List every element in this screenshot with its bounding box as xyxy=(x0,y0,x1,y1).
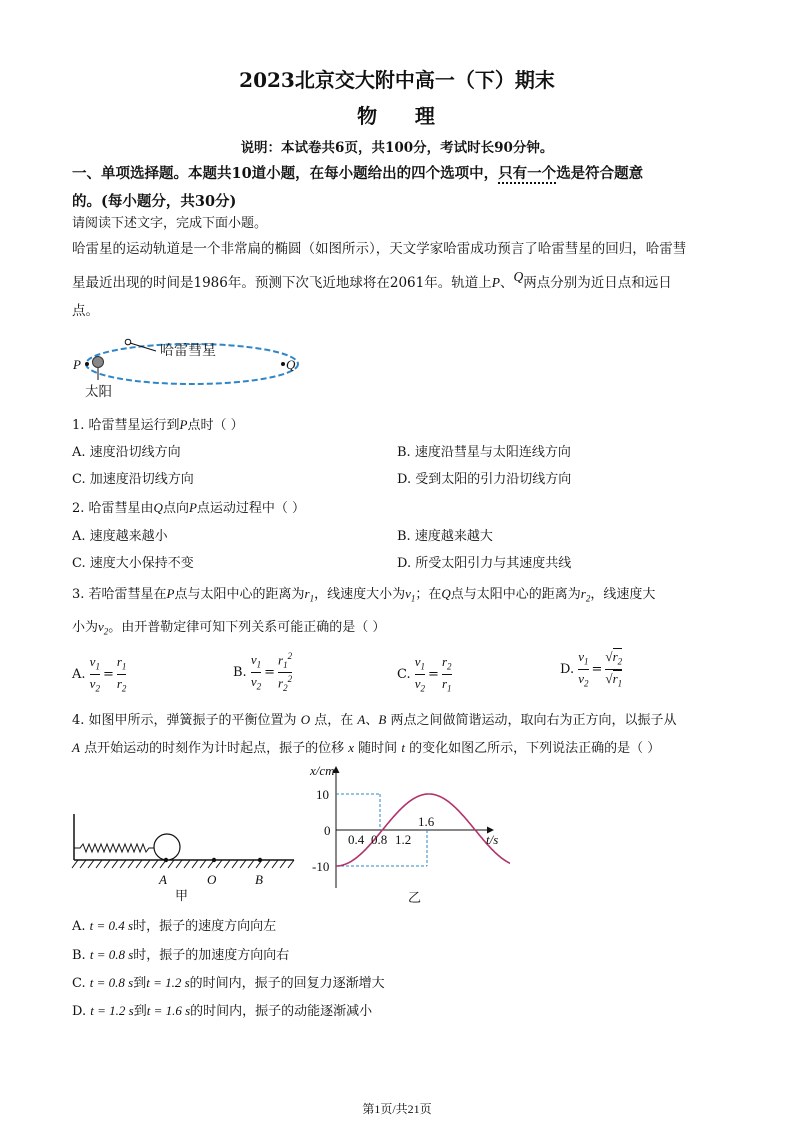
q3-r1: $r_1$ xyxy=(304,586,315,604)
q2-stem-mid: 点向 xyxy=(162,501,189,516)
q3-text-d: ；在 xyxy=(415,587,442,602)
q3-text-b: 点与太阳中心的距离为 xyxy=(174,587,305,602)
q4-text-b: 点，在 xyxy=(314,713,354,728)
passage-line1: 哈雷星的运动轨道是一个非常扁的椭圆（如图所示），天文学家哈雷成功预言了哈雷彗星的回归，哈雷彗 xyxy=(72,241,687,257)
q4-point-b: B xyxy=(378,712,387,727)
orbit-label-p: P xyxy=(73,357,81,372)
q3-option-c: C. $\frac{v_1}{v_2}$ = $\frac{r_2}{r_1}$ xyxy=(397,654,452,694)
q4-line2 xyxy=(72,741,660,755)
q2-stem-tail: 点运动过程中（ ） xyxy=(196,501,306,516)
q4-var-t: t xyxy=(401,740,405,755)
q1-option-a: A. 速度沿切线方向 xyxy=(72,445,181,460)
q1-option-d: D. 受到太阳的引力沿切线方向 xyxy=(397,472,572,487)
graph-xlabel: t/s xyxy=(486,832,499,847)
q3-text-f: ，线速度大 xyxy=(590,587,656,602)
q4-b-value: t = 0.8 s xyxy=(89,947,134,962)
q4-a-label: A. xyxy=(72,919,90,934)
graph-xtick-16: 1.6 xyxy=(418,814,435,829)
q4-d-value2: t = 1.6 s xyxy=(146,1003,191,1018)
orbit-label-sun: 太阳 xyxy=(85,384,112,400)
q4-option-b xyxy=(72,948,289,962)
q3-option-d-label: D. xyxy=(560,662,575,678)
q2-point-q: Q xyxy=(153,500,163,515)
fig-jia-a: A xyxy=(159,872,167,887)
q1-stem-tail: 点时（ ） xyxy=(187,418,244,433)
q4-d-mid: 到 xyxy=(133,1004,147,1019)
q1-option-b: B. 速度沿彗星与太阳连线方向 xyxy=(397,445,571,460)
oscillator-ball xyxy=(154,834,180,860)
q4-b-label: B. xyxy=(72,948,90,963)
q3-v2: $v_2$ xyxy=(98,619,109,637)
exam-title: 2023北京交大附中高一（下）期末 xyxy=(239,68,555,92)
passage-line2: 星最近出现的时间是1986年。预测下次飞近地球将在2061年。轨道上P、Q两点分别为近日点和远日 xyxy=(72,269,672,291)
q4-point-o: O xyxy=(300,712,311,727)
q2-option-a: A. 速度越来越小 xyxy=(72,529,168,544)
q4-c-value2: t = 1.2 s xyxy=(146,975,190,990)
page-footer: 第1页/共21页 xyxy=(362,1102,432,1116)
orbit-label-comet: 哈雷彗星 xyxy=(160,343,216,359)
subject-title: 物 理 xyxy=(357,104,437,128)
q3-line1 xyxy=(72,587,655,604)
q3-text-g: 小为 xyxy=(72,620,99,635)
q3-option-c-label: C. xyxy=(397,667,411,683)
section-heading-text: 一、单项选择题。本题共10道小题，在每小题给出的四个选项中， xyxy=(72,165,499,182)
point-p-dot xyxy=(85,362,89,366)
q3-option-a-label: A. xyxy=(72,667,86,683)
section-heading-tail: 选是符合题意 xyxy=(556,165,644,182)
q2-stem-text: 2. 哈雷彗星由 xyxy=(72,501,154,516)
q4-c-label: C. xyxy=(72,976,90,991)
q4-line1: 4. 如图甲所示，弹簧振子的平衡位置为 O 点，在 A、B 两点之间做简谐运动，取向右为正方向，以振子从 xyxy=(72,712,677,728)
point-p: P xyxy=(491,275,500,290)
q4-c-text: 的时间内，振子的回复力逐渐增大 xyxy=(189,976,385,991)
q2-option-c: C. 速度大小保持不变 xyxy=(72,556,194,571)
q4-d-label: D. xyxy=(72,1004,91,1019)
q4-var-x: x xyxy=(348,740,355,755)
graph-xtick-04: 0.4 xyxy=(348,832,365,847)
orbit-label-q: Q xyxy=(286,357,296,372)
q4-option-c xyxy=(72,976,385,990)
q4-text-d: 点开始运动的时刻作为计时起点，振子的位移 xyxy=(84,741,345,756)
mark-o xyxy=(212,858,216,862)
q3-v1: $v_1$ xyxy=(405,586,416,604)
q4-option-a xyxy=(72,919,276,933)
passage-text-2: 两点分别为近日点和远日 xyxy=(523,275,672,291)
graph-ylabel: x/cm xyxy=(310,763,335,778)
instruction: 请阅读下述文字，完成下面小题。 xyxy=(72,216,268,231)
mark-b xyxy=(258,858,262,862)
graph-xtick-08: 0.8 xyxy=(371,832,388,847)
q1-stem xyxy=(72,418,244,432)
spring xyxy=(74,844,154,852)
q2-stem xyxy=(72,501,305,515)
q3-point-p: P xyxy=(166,586,175,601)
q1-stem-text: 1. 哈雷彗星运行到 xyxy=(72,418,180,433)
q3-option-d: D. $\frac{v_1}{v_2}$ = $\frac{√r_2}{√r_1}$ xyxy=(560,649,623,689)
q2-point-p: P xyxy=(188,500,197,515)
graph-xtick-12: 1.2 xyxy=(395,832,412,847)
graph-ytick-neg10: -10 xyxy=(312,859,330,874)
q4-d-text: 的时间内，振子的动能逐渐减小 xyxy=(190,1004,373,1019)
q4-a-value: t = 0.4 s xyxy=(89,918,134,933)
q4-c-value1: t = 0.8 s xyxy=(89,975,134,990)
comet-dot xyxy=(125,339,131,345)
graph-ytick-0: 0 xyxy=(324,823,331,838)
q3-r2: $r_2$ xyxy=(580,586,591,604)
q3-text-e: 点与太阳中心的距离为 xyxy=(450,587,581,602)
q4-d-value1: t = 1.2 s xyxy=(90,1003,134,1018)
q2-option-b: B. 速度越来越大 xyxy=(397,529,493,544)
q4-text-f: 的变化如图乙所示，下列说法正确的是（ ） xyxy=(409,741,661,756)
q3-option-a: A. $\frac{v_1}{v_2}$ = $\frac{r_1}{r_2}$ xyxy=(72,654,127,694)
q1-point: P xyxy=(179,417,188,432)
section-heading-emphasis: 只有一个 xyxy=(498,165,557,182)
q4-option-d xyxy=(72,1004,372,1018)
section-heading-line2: 的。(每小题分，共30分) xyxy=(72,193,237,210)
q3-option-b: B. $\frac{v_1}{v_2}$ = $\frac{r_1^2}{r_2^2}$ xyxy=(233,651,293,694)
graph-ytick-10: 10 xyxy=(316,787,329,802)
q4-text-c: 两点之间做简谐运动，取向右为正方向，以振子从 xyxy=(390,713,677,728)
q4-b-text: 时，振子的加速度方向向右 xyxy=(133,948,290,963)
q4-point-a: A xyxy=(357,712,366,727)
section-heading xyxy=(72,162,643,183)
q3-text-h: 。由开普勒定律可知下列关系可能正确的是（ ） xyxy=(108,620,386,635)
q3-text-a: 3. 若哈雷彗星在 xyxy=(72,587,167,602)
q4-a-text: 时，振子的速度方向向左 xyxy=(133,919,277,934)
q1-option-c: C. 加速度沿切线方向 xyxy=(72,472,194,487)
q3-point-q: Q xyxy=(441,586,451,601)
fig-jia-o: O xyxy=(207,872,217,887)
mark-a xyxy=(164,858,168,862)
q4-c-mid: 到 xyxy=(133,976,147,991)
q3-option-b-label: B. xyxy=(233,665,247,681)
q4-point-a-2: A xyxy=(72,740,80,755)
q4-text-a: 4. 如图甲所示，弹簧振子的平衡位置为 xyxy=(72,713,297,728)
passage-text: 星最近出现的时间是1986年。预测下次飞近地球将在2061年。轨道上 xyxy=(72,275,492,291)
point-q: Q xyxy=(513,269,524,284)
fig-jia-b: B xyxy=(255,872,263,887)
q4-text-e: 随时间 xyxy=(358,741,398,756)
q3-line2 xyxy=(72,620,385,637)
fig-jia-caption: 甲 xyxy=(175,889,189,904)
q2-option-d: D. 所受太阳引力与其速度共线 xyxy=(397,556,572,571)
sun-icon xyxy=(93,357,104,368)
point-q-dot xyxy=(281,362,285,366)
exam-note: 说明：本试卷共6页，共100分，考试时长90分钟。 xyxy=(240,140,554,156)
displacement-time-graph xyxy=(300,760,510,900)
fig-yi-caption: 乙 xyxy=(408,891,422,906)
q3-text-c: ，线速度大小为 xyxy=(314,587,406,602)
passage-line3: 点。 xyxy=(72,303,99,319)
